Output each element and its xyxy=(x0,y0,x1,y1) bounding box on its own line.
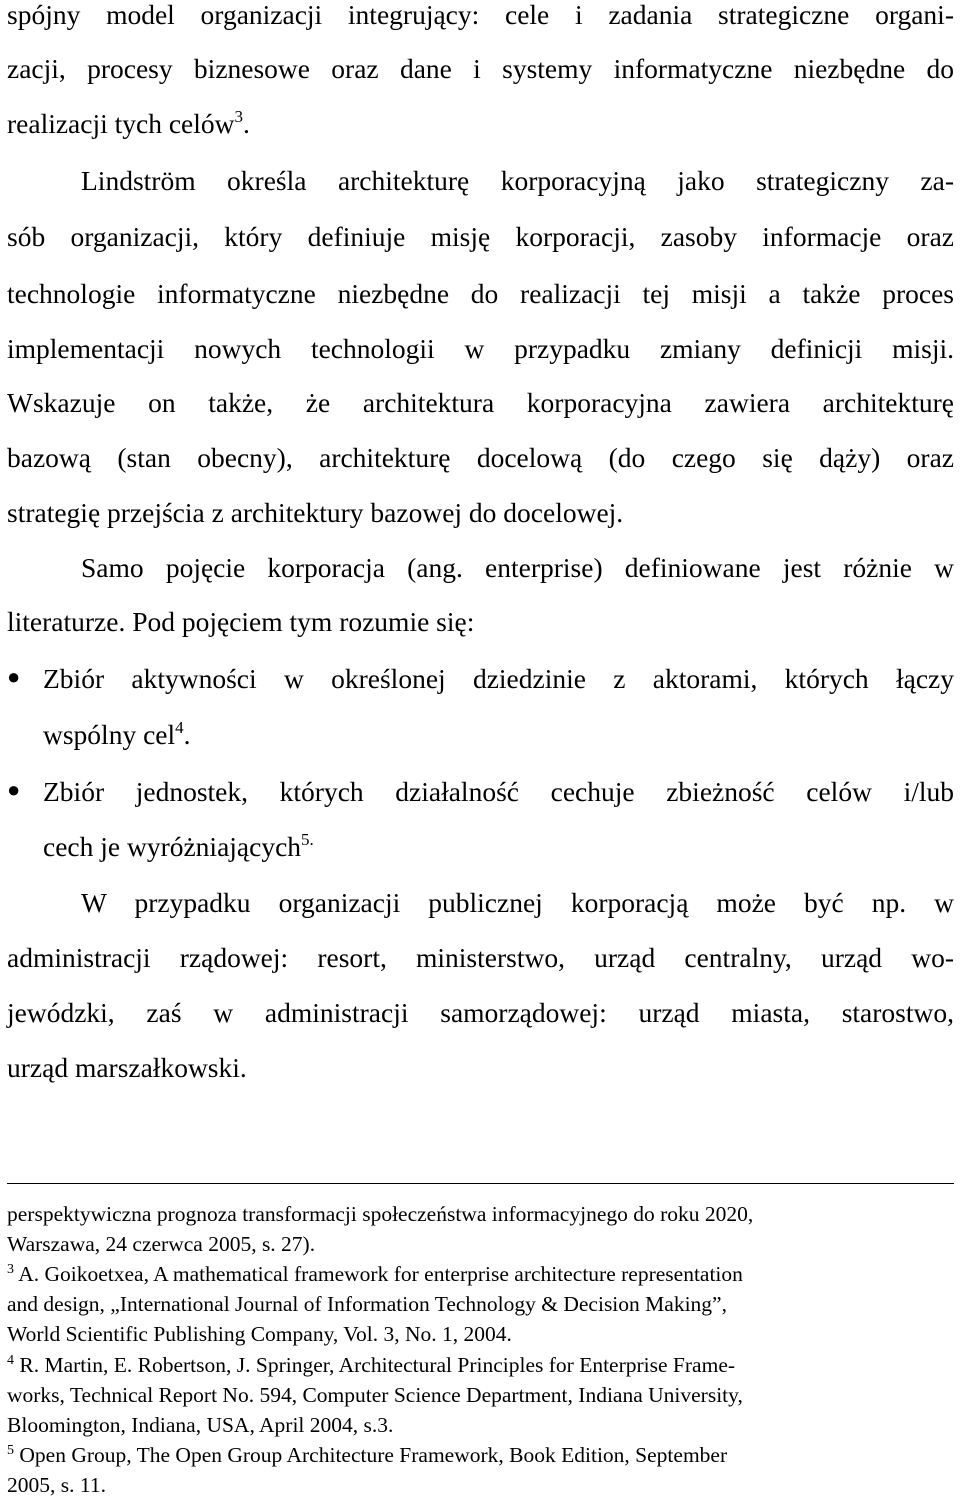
list-item-line: Zbiór aktywności w określonej dziedzinie z aktorami, których łączy xyxy=(43,663,954,694)
body-line: zacji, procesy biznesowe oraz dane i systemy informatyczne niezbędne do xyxy=(7,53,954,84)
footnote-line: World Scientific Publishing Company, Vol. 3, No. 1, 2004. xyxy=(7,1322,512,1346)
list-item-line: Zbiór jednostek, których działalność cechuje zbieżność celów i/lub xyxy=(43,776,954,807)
body-line: bazową (stan obecny), architekturę docelową (do czego się dąży) oraz xyxy=(7,442,954,473)
list-item-line xyxy=(43,830,954,864)
footnote-number: 4 xyxy=(7,1353,14,1368)
list-item-text: wspólny cel xyxy=(43,719,176,750)
bullet-dot-icon: ● xyxy=(7,777,21,802)
footnote-line: perspektywiczna prognoza transformacji społeczeństwa informacyjnego do roku 2020, xyxy=(7,1202,754,1226)
body-line: administracji rządowej: resort, ministerstwo, urząd centralny, urząd wo- xyxy=(7,942,954,973)
footnote-text: R. Martin, E. Robertson, J. Springer, Architectural Principles for Enterprise Frame- xyxy=(14,1353,736,1377)
footnote-number: 3 xyxy=(7,1262,14,1277)
body-line: Wskazuje on także, że architektura korporacyjna zawiera architekturę xyxy=(7,387,954,418)
body-line: Lindström określa architekturę korporacyjną jako strategiczny za- xyxy=(81,165,954,196)
body-line: spójny model organizacji integrujący: cele i zadania strategiczne organi- xyxy=(7,0,954,30)
body-text: . xyxy=(243,108,250,139)
footnote-line: 2005, s. 11. xyxy=(7,1473,106,1497)
footnote-line xyxy=(7,1261,919,1287)
footnote-separator xyxy=(7,1183,954,1184)
footnote-ref: 5. xyxy=(301,830,314,849)
body-line: jewódzki, zaś w administracji samorządowej: urząd miasta, starostwo, xyxy=(7,997,954,1028)
footnote-line: Warszawa, 24 czerwca 2005, s. 27). xyxy=(7,1232,316,1256)
body-line xyxy=(7,107,954,141)
footnote-ref: 3 xyxy=(234,107,244,126)
footnote-ref: 4 xyxy=(175,718,184,737)
footnote-line: and design, „International Journal of Information Technology & Decision Making”, xyxy=(7,1292,727,1316)
list-item-text: . xyxy=(183,719,191,750)
footnote-line: Bloomington, Indiana, USA, April 2004, s.3. xyxy=(7,1413,394,1437)
body-line: W przypadku organizacji publicznej korporacją może być np. w xyxy=(81,887,954,918)
body-line: literaturze. Pod pojęciem tym rozumie się: xyxy=(7,606,475,637)
footnote-number: 5 xyxy=(7,1443,14,1458)
bullet-dot-icon: ● xyxy=(7,664,21,689)
list-item-text: cech je wyróżniających xyxy=(43,831,302,862)
footnote-line: works, Technical Report No. 594, Computer Science Department, Indiana University, xyxy=(7,1383,743,1407)
body-line: sób organizacji, który definiuje misję korporacji, zasoby informacje oraz xyxy=(7,221,954,252)
body-text: realizacji tych celów xyxy=(7,108,235,139)
footnote-text: A. Goikoetxea, A mathematical framework for enterprise architecture representation xyxy=(14,1262,743,1286)
footnote-line xyxy=(7,1352,919,1378)
body-line: Samo pojęcie korporacja (ang. enterprise) definiowane jest różnie w xyxy=(81,552,954,583)
footnote-text: Open Group, The Open Group Architecture Framework, Book Edition, September xyxy=(14,1443,728,1467)
footnote-line xyxy=(7,1442,919,1468)
body-line: technologie informatyczne niezbędne do realizacji tej misji a także proces xyxy=(7,278,954,309)
body-line: implementacji nowych technologii w przypadku zmiany definicji misji. xyxy=(7,333,954,364)
list-item-line xyxy=(43,718,954,752)
body-line: strategię przejścia z architektury bazowej do docelowej. xyxy=(7,497,624,528)
body-line: urząd marszałkowski. xyxy=(7,1052,247,1083)
